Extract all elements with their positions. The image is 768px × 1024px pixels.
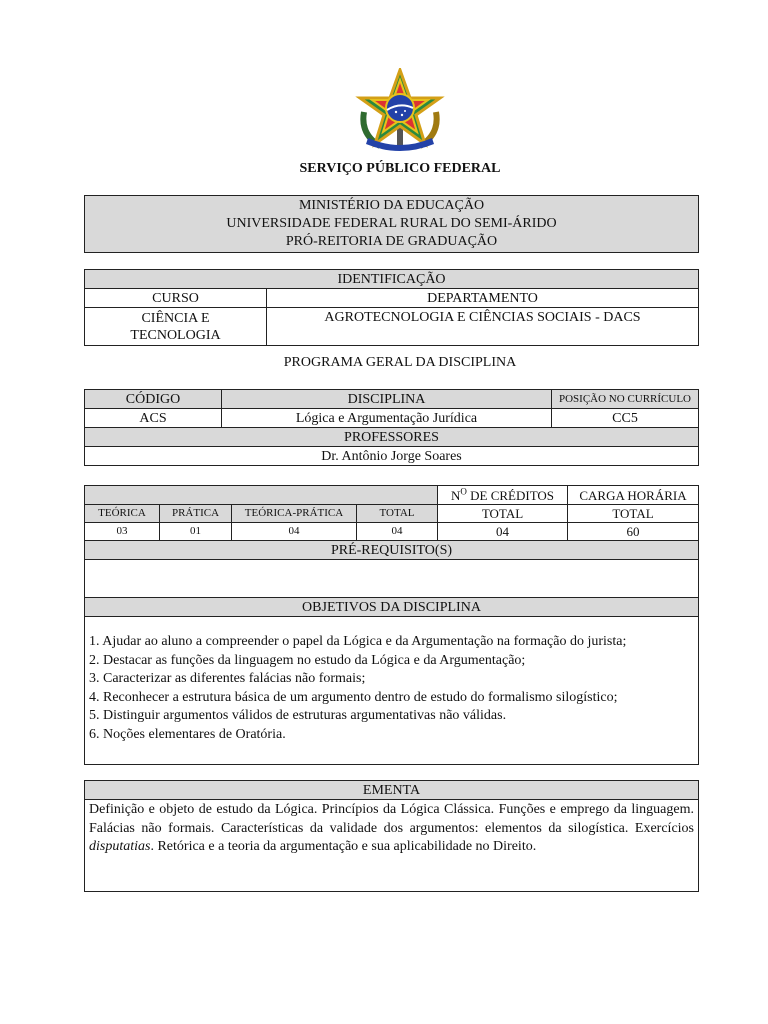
disciplina-value: Lógica e Argumentação Jurídica [222,409,552,428]
codigo-value: ACS [85,409,222,428]
disciplina-label: DISCIPLINA [222,390,552,409]
objetivo-item: 4. Reconhecer a estrutura básica de um argumento dentro de estudo do formalismo silogístico; [89,689,618,705]
ementa-text: Definição e objeto de estudo da Lógica. Princípios da Lógica Clássica. Funções e emprego da linguagem. Falácias não formais. Características da validade dos argumentos: elementos da silogística. Exercícios disputatias. Retórica e a teoria da argumentação e sua aplicabilidade no Direito. [85,800,699,892]
carga-total-value: 60 [568,523,699,541]
creditos-total-label: TOTAL [438,505,568,523]
credits-table [84,485,699,765]
teorica-value: 03 [85,523,160,541]
ementa-table [84,780,699,892]
objetivo-item: 2. Destacar as funções da linguagem no estudo da Lógica e da Argumentação; [89,652,526,668]
service-title: SERVIÇO PÚBLICO FEDERAL [299,161,501,176]
objetivo-item: 1. Ajudar ao aluno a compreender o papel da Lógica e da Argumentação na formação do jurista; [89,634,627,649]
teorica-label: TEÓRICA [85,505,160,523]
pratica-value: 01 [160,523,232,541]
objetivo-item: 6. Noções elementares de Oratória. [89,726,286,742]
university-line: UNIVERSIDADE FEDERAL RURAL DO SEMI-ÁRIDO [226,216,557,231]
posicao-label: POSIÇÃO NO CURRÍCULO [552,390,699,409]
objetivos-label: OBJETIVOS DA DISCIPLINA [85,598,699,617]
carga-total-label: TOTAL [568,505,699,523]
codigo-label: CÓDIGO [85,390,222,409]
carga-horaria-label: CARGA HORÁRIA [568,486,699,505]
departamento-value: AGROTECNOLOGIA E CIÊNCIAS SOCIAIS - DACS [267,308,699,346]
pro-rectory-line: PRÓ-REITORIA DE GRADUAÇÃO [285,234,498,249]
prerequisito-value [85,560,699,598]
credits-blank-header [85,486,438,505]
identification-table [84,269,699,346]
curso-label: CURSO [85,289,267,308]
programa-title: PROGRAMA GERAL DA DISCIPLINA [283,355,517,370]
total-small-label: TOTAL [357,505,438,523]
posicao-value: CC5 [552,409,699,428]
professores-label: PROFESSORES [85,428,699,447]
teorica-pratica-label: TEÓRICA-PRÁTICA [232,505,357,523]
creditos-total-value: 04 [438,523,568,541]
teorica-pratica-value: 04 [232,523,357,541]
professor-value: Dr. Antônio Jorge Soares [85,447,699,466]
objetivos-content [85,617,699,765]
institution-header [84,195,699,253]
discipline-table [84,389,699,466]
ementa-title: EMENTA [85,781,699,800]
identification-title: IDENTIFICAÇÃO [85,270,699,289]
curso-value: CIÊNCIA E TECNOLOGIA [85,308,267,346]
objetivo-item: 3. Caracterizar as diferentes falácias não formais; [89,671,366,686]
prerequisito-label: PRÉ-REQUISITO(S) [85,541,699,560]
creditos-label: $N^O$ DE CRÉDITOS [438,486,568,505]
brasao-emblem [350,68,450,152]
objetivo-item: 5. Distinguir argumentos válidos de estruturas argumentativas não válidas. [89,708,507,723]
pratica-label: PRÁTICA [160,505,232,523]
departamento-label: DEPARTAMENTO [267,289,699,308]
ministry-line: MINISTÉRIO DA EDUCAÇÃO [298,198,485,213]
total-value: 04 [357,523,438,541]
